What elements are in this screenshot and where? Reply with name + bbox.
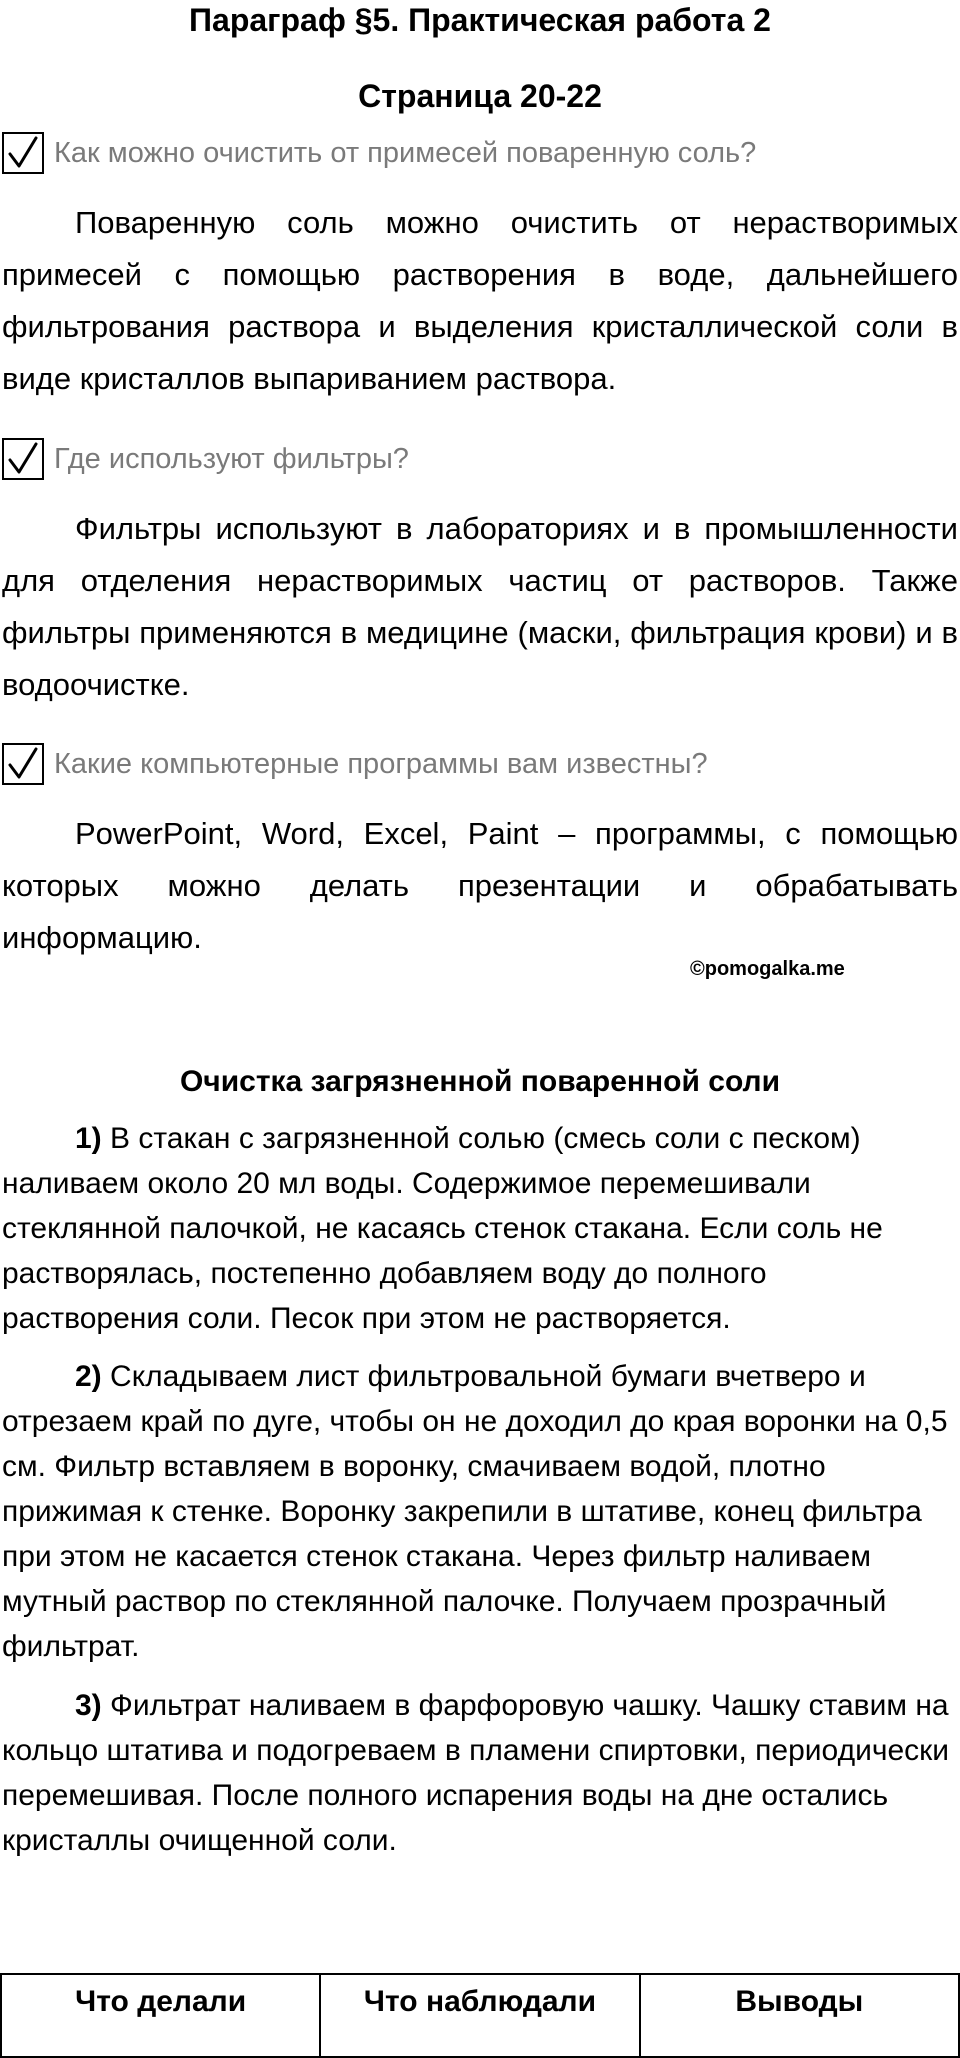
step-text: В стакан с загрязненной солью (смесь соли с песком) наливаем около 20 мл воды. Содержимое перемешивали стеклянной палочкой, не касаясь стенок стакана. Если соль не растворялась, постепенно добавляем воду до полного растворения соли. Песок при этом не растворяется.	[2, 1122, 883, 1335]
step-3	[2, 1683, 952, 1863]
table-header-cell: Что наблюдали	[320, 1974, 639, 2057]
checkmark-icon	[2, 743, 44, 785]
checkmark-icon	[2, 438, 44, 480]
question-1	[0, 127, 960, 179]
question-text: Как можно очистить от примесей поваренную соль?	[54, 136, 757, 169]
step-number: 3)	[75, 1689, 102, 1722]
step-text: Фильтрат наливаем в фарфоровую чашку. Чашку ставим на кольцо штатива и подогреваем в пламени спиртовки, периодически перемешивая. После полного испарения воды на дне остались кристаллы очищенной соли.	[2, 1689, 950, 1857]
step-number: 2)	[75, 1360, 102, 1393]
step-text: Складываем лист фильтровальной бумаги вчетверо и отрезаем край по дуге, чтобы он не доходил до края воронки на 0,5 см. Фильтр вставляем в воронку, смачиваем водой, плотно прижимая к стенке. Воронку закрепили в штативе, конец фильтра при этом не касается стенок стакана. Через фильтр наливаем мутный раствор по стеклянной палочке. Получаем прозрачный фильтрат.	[2, 1360, 948, 1663]
question-2	[0, 433, 960, 485]
answer-3: PowerPoint, Word, Excel, Paint – программы, с помощью которых можно делать презентации и обрабатывать информацию.	[2, 816, 958, 955]
table-header-cell: Что делали	[1, 1974, 320, 2057]
table-header-cell: Выводы	[640, 1974, 959, 2057]
table-header-row	[1, 1974, 959, 2057]
watermark: ©pomogalka.me	[690, 958, 845, 980]
section-title: Очистка загрязненной поваренной соли	[179, 1065, 781, 1098]
question-3	[0, 738, 960, 790]
checkmark-icon	[2, 132, 44, 174]
answer-1: Поваренную соль можно очистить от нерастворимых примесей с помощью растворения в воде, дальнейшего фильтрования раствора и выделения кристаллической соли в виде кристаллов выпариванием раствора.	[2, 205, 958, 396]
question-text: Где используют фильтры?	[54, 442, 409, 475]
page-title: Параграф §5. Практическая работа 2	[189, 2, 771, 38]
page-subtitle: Страница 20-22	[358, 78, 602, 114]
step-number: 1)	[75, 1122, 102, 1155]
step-2	[2, 1354, 952, 1669]
step-1	[2, 1116, 952, 1341]
question-text: Какие компьютерные программы вам известны?	[54, 747, 708, 780]
results-table	[0, 1973, 960, 2058]
answer-2: Фильтры используют в лабораториях и в промышленности для отделения нерастворимых частиц от растворов. Также фильтры применяются в медицине (маски, фильтрация крови) и в водоочистке.	[2, 511, 958, 702]
